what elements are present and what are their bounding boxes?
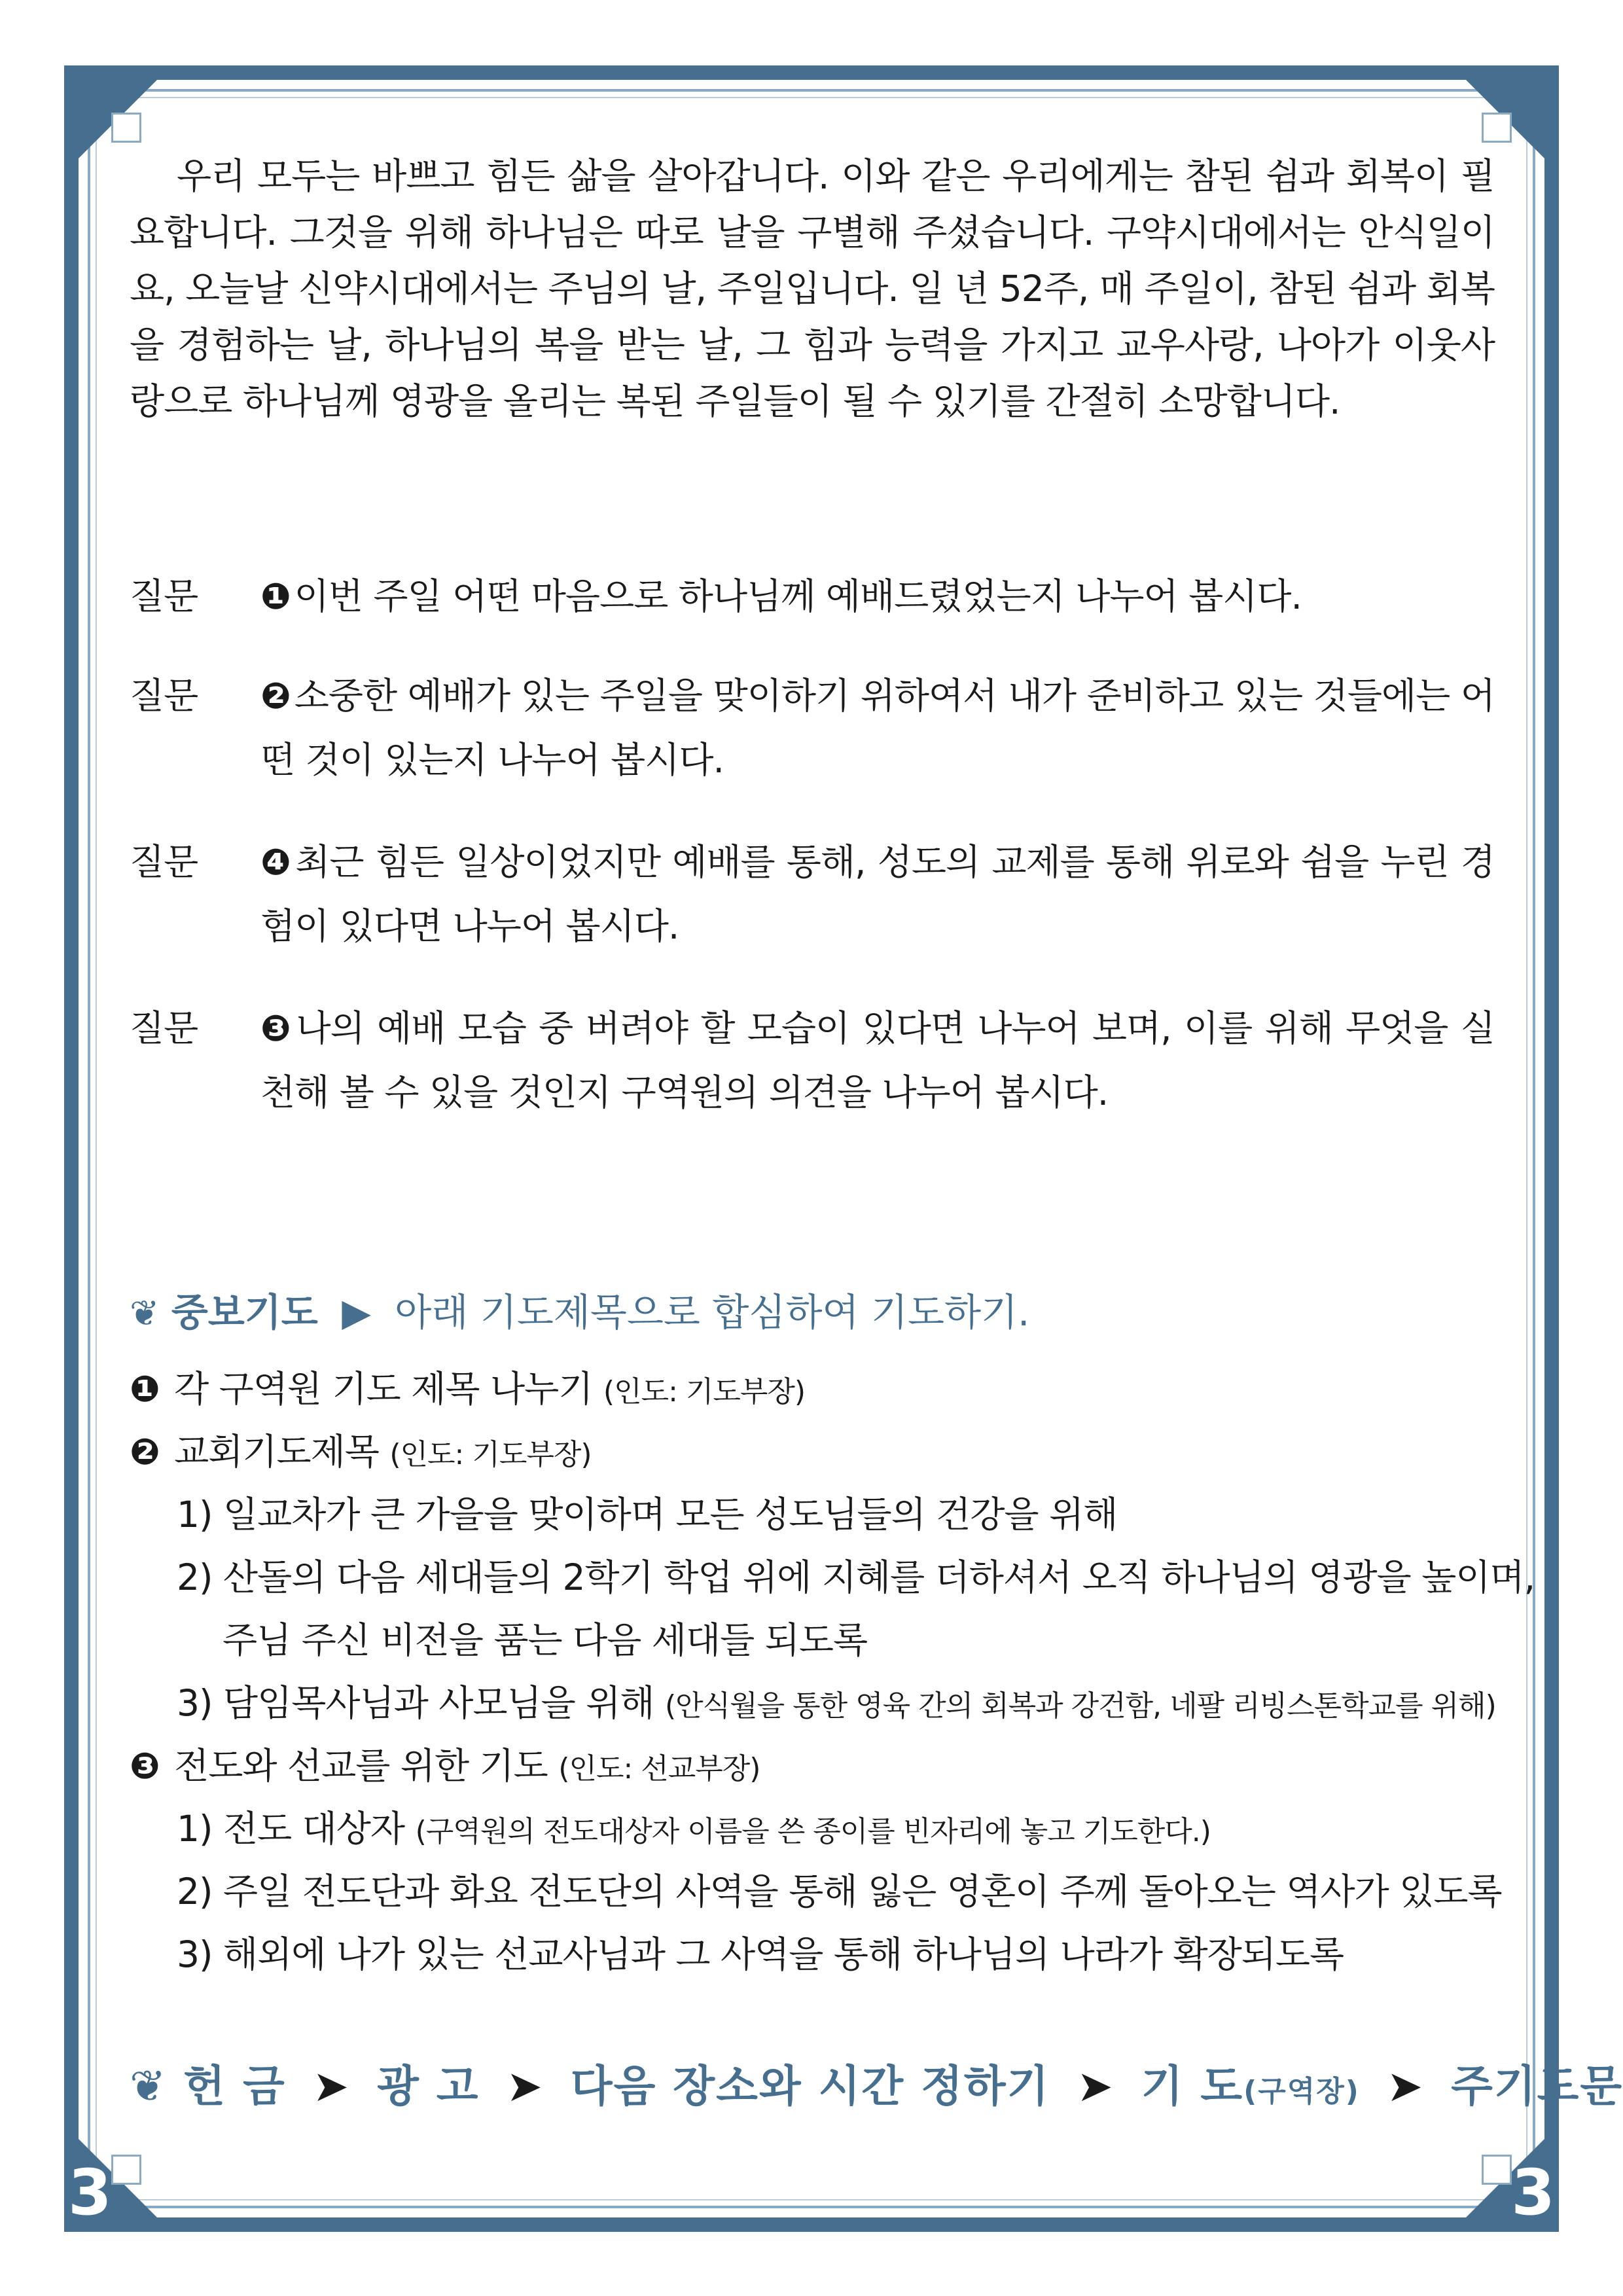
question-text: 이번 주일 어떤 마음으로 하나님께 예배드렸었는지 나누어 봅시다.	[294, 575, 1302, 617]
service-order	[130, 2054, 1623, 2125]
question-number: ❹	[260, 841, 292, 883]
prayer-item-note: (인도: 선교부장)	[558, 1752, 760, 1785]
prayer-title: 중보기도	[171, 1290, 318, 1335]
prayer-subitem: 2) 산돌의 다음 세대들의 2학기 학업 위에 지혜를 더하셔서 오직 하나님의 영광을 높이며,	[177, 1556, 1535, 1598]
prayer-subitem: 1) 일교차가 큰 가을을 맞이하며 모든 성도님들의 건강을 위해	[177, 1494, 1118, 1535]
corner-square-top-left	[111, 113, 141, 143]
flower-icon: ❦	[130, 2061, 168, 2111]
question-number: ❸	[260, 1007, 293, 1049]
prayer-subtitle: 아래 기도제목으로 합심하여 기도하기.	[395, 1290, 1030, 1335]
question-label: 질문	[130, 675, 198, 717]
prayer-subitem	[177, 1797, 1211, 1863]
prayer-heading	[130, 1283, 1030, 1343]
order-step-lords-prayer: 주기도문	[1451, 2061, 1623, 2111]
order-step-announcements: 광 고	[377, 2061, 480, 2111]
prayer-item-text: 각 구역원 기도 제목 나누기	[174, 1368, 593, 1410]
question-4	[130, 830, 1495, 958]
prayer-subitem-note: (안식월을 통한 영육 간의 회복과 강건함, 네팔 리빙스톤학교를 위해)	[664, 1689, 1496, 1723]
arrow-right-icon: ➤	[312, 2061, 351, 2111]
order-step-prayer-note: (구역장)	[1243, 2075, 1360, 2108]
triangle-arrow-icon: ▶	[342, 1290, 371, 1335]
corner-square-top-right	[1482, 113, 1512, 143]
prayer-item-3	[130, 1734, 760, 1801]
prayer-subitem	[177, 1672, 1496, 1738]
question-number: ❶	[260, 575, 291, 617]
prayer-item-text: 교회기도제목	[174, 1431, 379, 1473]
order-step-next-meeting: 다음 장소와 시간 정하기	[570, 2061, 1050, 2111]
prayer-item-number: ❸	[130, 1745, 160, 1787]
prayer-item-2	[130, 1420, 592, 1486]
order-step-offering: 헌 금	[183, 2061, 286, 2111]
prayer-item-number: ❶	[130, 1368, 160, 1410]
page-number-right: 3	[1511, 2156, 1555, 2229]
question-text: 나의 예배 모습 중 버려야 할 모습이 있다면 나누어 보며, 이를 위해 무엇을 실천해 볼 수 있을 것인지 구역원의 의견을 나누어 봅시다.	[260, 1007, 1495, 1113]
prayer-subitem: 2) 주일 전도단과 화요 전도단의 사역을 통해 잃은 영혼이 주께 돌아오는 역사가 있도록	[177, 1871, 1502, 1912]
prayer-subitem-note: (구역원의 전도대상자 이름을 쓴 종이를 빈자리에 놓고 기도한다.)	[415, 1815, 1211, 1848]
prayer-item-number: ❷	[130, 1431, 160, 1473]
intro-paragraph: 우리 모두는 바쁘고 힘든 삶을 살아갑니다. 이와 같은 우리에게는 참된 쉼과 회복이 필요합니다. 그것을 위해 하나님은 따로 날을 구별해 주셨습니다. 구약시대에서는 안식일이요, 오늘날 신약시대에서는 주님의 날, 주일입니다. 일 년 52주, 매 주일이, 참된 쉼과 회복을 경험하는 날, 하나님의 복을 받는 날, 그 힘과 능력을 가지고 교우사랑, 나아가 이웃사랑으로 하나님께 영광을 올리는 복된 주일들이 될 수 있기를 간절히 소망합니다.	[130, 155, 1495, 422]
prayer-subitem-continued: 주님 주신 비전을 품는 다음 세대들 되도록	[223, 1619, 868, 1661]
prayer-item-1	[130, 1357, 805, 1424]
question-3	[130, 996, 1495, 1124]
question-text: 최근 힘든 일상이었지만 예배를 통해, 성도의 교제를 통해 위로와 쉼을 누린 경험이 있다면 나누어 봅시다.	[260, 841, 1495, 947]
question-label: 질문	[130, 1007, 198, 1049]
prayer-subitem: 3) 해외에 나가 있는 선교사님과 그 사역을 통해 하나님의 나라가 확장되도록	[177, 1933, 1344, 1975]
page-number-left: 3	[68, 2156, 112, 2229]
corner-square-bottom-right	[1482, 2155, 1512, 2185]
corner-square-bottom-left	[111, 2155, 141, 2185]
question-2	[130, 664, 1495, 792]
order-step-prayer: 기 도	[1141, 2061, 1244, 2111]
flower-icon: ❦	[130, 1293, 160, 1334]
question-text: 소중한 예배가 있는 주일을 맞이하기 위하여서 내가 준비하고 있는 것들에는 어떤 것이 있는지 나누어 봅시다.	[260, 675, 1495, 781]
prayer-item-text: 전도와 선교를 위한 기도	[174, 1745, 548, 1787]
question-label: 질문	[130, 841, 198, 883]
question-1	[130, 564, 1495, 628]
question-number: ❷	[260, 675, 291, 717]
arrow-right-icon: ➤	[506, 2061, 544, 2111]
prayer-subitem-text: 1) 전도 대상자	[177, 1808, 405, 1850]
prayer-item-note: (인도: 기도부장)	[603, 1375, 806, 1408]
prayer-subitem-text: 3) 담임목사님과 사모님을 위해	[177, 1682, 654, 1724]
prayer-item-note: (인도: 기도부장)	[389, 1438, 592, 1471]
arrow-right-icon: ➤	[1077, 2061, 1115, 2111]
arrow-right-icon: ➤	[1386, 2061, 1425, 2111]
question-label: 질문	[130, 575, 198, 617]
